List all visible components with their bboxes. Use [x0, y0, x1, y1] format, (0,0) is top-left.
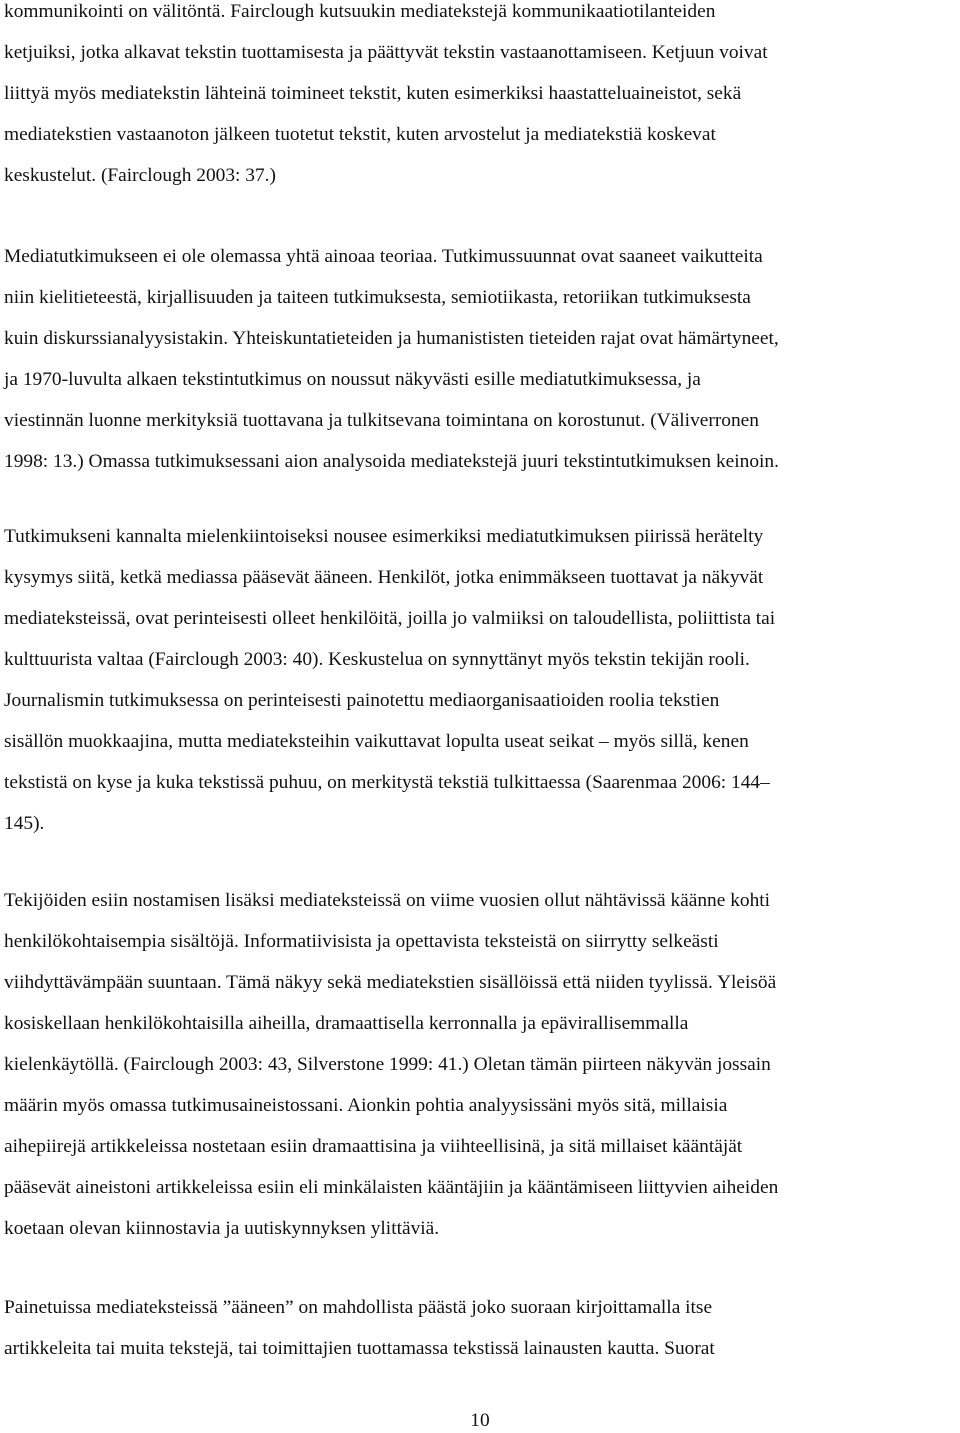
- text-line: sisällön muokkaajina, mutta mediateksteihin vaikuttavat lopulta useat seikat – myös sillä, kenen: [4, 731, 749, 752]
- text-line: ja 1970-luvulta alkaen tekstintutkimus on noussut näkyvästi esille mediatutkimuksessa, ja: [4, 369, 701, 390]
- text-line: tekstistä on kyse ja kuka tekstissä puhuu, on merkitystä tekstiä tulkittaessa (Saarenmaa 2006: 144–: [4, 772, 770, 793]
- text-line: pääsevät aineistoni artikkeleissa esiin eli minkälaisten kääntäjiin ja kääntämiseen liittyvien aiheiden: [4, 1177, 779, 1198]
- text-line: ketjuiksi, jotka alkavat tekstin tuottamisesta ja päättyvät tekstin vastaanottamiseen. Ketjuun voivat: [4, 42, 768, 63]
- text-line: 145).: [4, 813, 45, 834]
- text-line: mediatekstien vastaanoton jälkeen tuotetut tekstit, kuten arvostelut ja mediatekstiä koskevat: [4, 124, 716, 145]
- text-line: artikkeleita tai muita tekstejä, tai toimittajien tuottamassa tekstissä lainausten kautta. Suorat: [4, 1338, 715, 1359]
- text-line: Mediatutkimukseen ei ole olemassa yhtä ainoaa teoriaa. Tutkimussuunnat ovat saaneet vaikutteita: [4, 246, 763, 267]
- text-line: Tutkimukseni kannalta mielenkiintoiseksi nousee esimerkiksi mediatutkimuksen piirissä herätelty: [4, 526, 764, 547]
- text-line: 1998: 13.) Omassa tutkimuksessani aion analysoida mediatekstejä juuri tekstintutkimuksen keinoin.: [4, 451, 779, 472]
- text-line: Painetuissa mediateksteissä ”ääneen” on mahdollista päästä joko suoraan kirjoittamalla itse: [4, 1297, 713, 1318]
- text-line: kuin diskurssianalyysistakin. Yhteiskuntatieteiden ja humanististen tieteiden rajat ovat hämärtyneet,: [4, 328, 779, 349]
- text-line: mediateksteissä, ovat perinteisesti olleet henkilöitä, joilla jo valmiiksi on taloudellista, poliittista tai: [4, 608, 776, 629]
- text-line: kommunikointi on välitöntä. Fairclough kutsuukin mediatekstejä kommunikaatiotilanteiden: [4, 1, 716, 22]
- text-line: kulttuurista valtaa (Fairclough 2003: 40). Keskustelua on synnyttänyt myös tekstin tekijän rooli.: [4, 649, 750, 670]
- text-line: kysymys siitä, ketkä mediassa pääsevät ääneen. Henkilöt, jotka enimmäkseen tuottavat ja näkyvät: [4, 567, 764, 588]
- text-line: aihepiirejä artikkeleissa nostetaan esiin dramaattisina ja viihteellisinä, ja sitä millaiset kääntäjät: [4, 1136, 743, 1157]
- text-line: Tekijöiden esiin nostamisen lisäksi mediateksteissä on viime vuosien ollut nähtävissä käänne kohti: [4, 890, 771, 911]
- text-line: määrin myös omassa tutkimusaineistossani. Aionkin pohtia analyysissäni myös sitä, millaisia: [4, 1095, 728, 1116]
- text-line: keskustelut. (Fairclough 2003: 37.): [4, 165, 276, 186]
- text-line: liittyä myös mediatekstin lähteinä toimineet tekstit, kuten esimerkiksi haastatteluaineistot, sekä: [4, 83, 742, 104]
- text-line: koetaan olevan kiinnostavia ja uutiskynnyksen ylittäviä.: [4, 1218, 440, 1239]
- text-line: niin kielitieteestä, kirjallisuuden ja taiteen tutkimuksesta, semiotiikasta, retoriikan tutkimuksesta: [4, 287, 751, 308]
- text-line: viestinnän luonne merkityksiä tuottavana ja tulkitsevana toimintana on korostunut. (Väliverronen: [4, 410, 759, 431]
- text-line: kielenkäytöllä. (Fairclough 2003: 43, Silverstone 1999: 41.) Oletan tämän piirteen näkyvän jossain: [4, 1054, 771, 1075]
- text-line: kosiskellaan henkilökohtaisilla aiheilla, dramaattisella kerronnalla ja epävirallisemmalla: [4, 1013, 689, 1034]
- page-number: 10: [470, 1410, 490, 1431]
- text-line: henkilökohtaisempia sisältöjä. Informatiivisista ja opettavista teksteistä on siirrytty selkeästi: [4, 931, 719, 952]
- text-line: viihdyttävämpään suuntaan. Tämä näkyy sekä mediatekstien sisällöissä että niiden tyylissä. Yleisöä: [4, 972, 777, 993]
- text-line: Journalismin tutkimuksessa on perinteisesti painotettu mediaorganisaatioiden roolia tekstien: [4, 690, 720, 711]
